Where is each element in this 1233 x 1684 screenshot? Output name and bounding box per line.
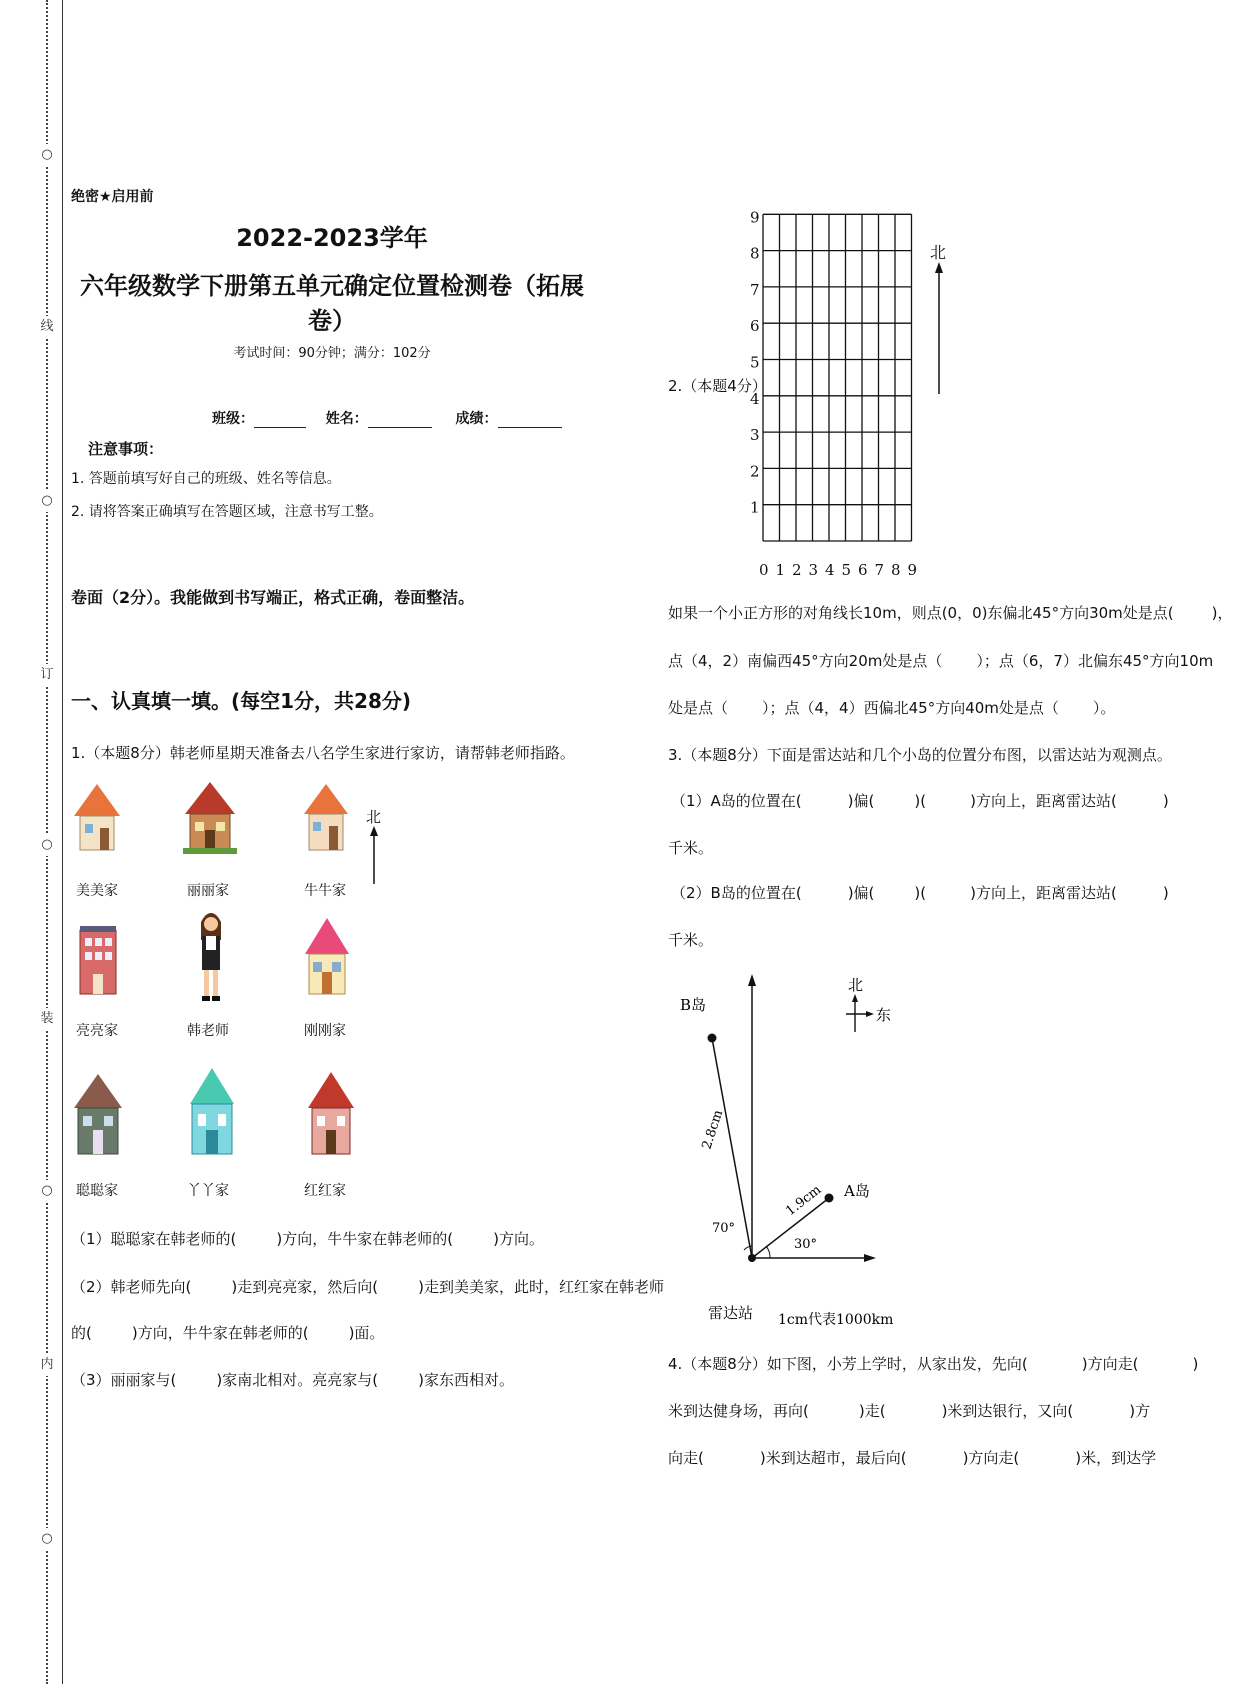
question-3-intro: 3.（本题8分）下面是雷达站和几个小岛的位置分布图，以雷达站为观测点。 (668, 746, 1172, 764)
binding-char: ○ (36, 144, 58, 166)
name-blank[interactable] (368, 411, 432, 428)
house-icon (72, 1070, 124, 1160)
house-label: 刚刚家 (304, 1023, 346, 1039)
binding-solid-line (62, 0, 63, 1684)
grid-x-tick: 1 (775, 561, 786, 579)
question-3-unit: 千米。 (668, 839, 714, 857)
question-1-intro: 1.（本题8分）韩老师星期天准备去八名学生家进行家访，请帮韩老师指路。 (71, 744, 575, 762)
question-1-2: （2）韩老师先向( )走到亮亮家，然后向( )走到美美家，此时，红红家在韩老师 (71, 1278, 664, 1296)
binding-char: 订 (36, 664, 58, 686)
house-label: 丫丫家 (187, 1183, 229, 1199)
house-icon (183, 778, 237, 858)
binding-char: ○ (36, 834, 58, 856)
radar-diagram (670, 970, 910, 1340)
notice-item: 1. 答题前填写好自己的班级、姓名等信息。 (71, 471, 341, 487)
house-label: 丽丽家 (187, 883, 229, 899)
b-distance: 2.8cm (699, 1108, 727, 1152)
binding-char: 装 (36, 1008, 58, 1030)
grid-x-tick: 0 (759, 561, 769, 579)
north-label: 北 (930, 243, 947, 262)
grid-x-tick: 5 (841, 561, 852, 579)
a-island-label: A岛 (844, 1182, 870, 1200)
north-label: 北 (366, 808, 382, 826)
house-label: 聪聪家 (76, 1183, 118, 1199)
grid-y-tick: 9 (750, 208, 760, 227)
a-angle: 30° (794, 1237, 818, 1252)
binding-char: 内 (36, 1354, 58, 1376)
question-3-unit: 千米。 (668, 931, 714, 949)
grid-x-tick: 2 (792, 561, 802, 579)
grid-y-tick: 6 (750, 317, 760, 336)
question-1-1: （1）聪聪家在韩老师的( )方向，牛牛家在韩老师的( )方向。 (71, 1230, 544, 1248)
question-3-1: （1）A岛的位置在( )偏( )( )方向上，距离雷达站( ) (671, 792, 1169, 810)
question-4-line: 向走( )米到达超市，最后向( )方向走( )米，到达学 (668, 1449, 1157, 1467)
grid-x-tick: 9 (907, 561, 918, 579)
secret-label: 绝密★启用前 (71, 189, 154, 205)
question-1-2-cont: 的( )方向，牛牛家在韩老师的( )面。 (71, 1324, 385, 1342)
house-icon (72, 780, 122, 858)
grid-x-tick: 7 (874, 561, 885, 579)
grid-x-tick: 4 (825, 561, 835, 579)
score-label: 成绩： (455, 411, 498, 427)
question-2-label: 2.（本题4分） (668, 377, 767, 395)
grid-y-tick: 4 (750, 389, 760, 408)
neatness-note: 卷面（2分）。我能做到书写端正，格式正确，卷面整洁。 (71, 588, 475, 607)
class-label: 班级： (212, 411, 254, 427)
binding-char: 线 (36, 316, 58, 338)
grid-y-tick: 1 (750, 498, 760, 517)
house-label: 红红家 (304, 1183, 346, 1199)
score-blank[interactable] (498, 411, 562, 428)
section-heading: 一、认真填一填。(每空1分，共28分) (71, 689, 412, 713)
teacher-icon (196, 910, 226, 1004)
grid-y-tick: 5 (750, 353, 760, 372)
a-distance: 1.9cm (783, 1182, 825, 1220)
house-icon (186, 1064, 238, 1160)
question-3-2: （2）B岛的位置在( )偏( )( )方向上，距离雷达站( ) (671, 884, 1169, 902)
binding-margin (0, 0, 64, 1684)
grid-y-tick: 3 (750, 426, 760, 445)
coordinate-grid (745, 205, 945, 585)
a-island-point (825, 1194, 834, 1203)
binding-char: ○ (36, 1528, 58, 1550)
house-label: 亮亮家 (76, 1023, 118, 1039)
grid-y-tick: 8 (750, 244, 760, 263)
house-icon (302, 780, 350, 858)
grid-y-tick: 7 (750, 280, 760, 299)
b-angle: 70° (712, 1221, 736, 1236)
radar-label: 雷达站 (708, 1304, 754, 1322)
grid-x-tick: 3 (808, 561, 819, 579)
building-icon (77, 922, 119, 1000)
binding-char: ○ (36, 1180, 58, 1202)
north-arrow-icon (933, 262, 945, 396)
page-title: 六年级数学下册第五单元确定位置检测卷（拓展卷） (80, 272, 584, 335)
notice-item: 2. 请将答案正确填写在答题区域，注意书写工整。 (71, 504, 383, 520)
exam-info: 考试时间：90分钟；满分：102分 (233, 346, 431, 361)
b-island-label: B岛 (680, 996, 707, 1014)
compass-north: 北 (848, 976, 864, 994)
north-arrow-icon (368, 826, 380, 886)
compass-east: 东 (876, 1006, 892, 1024)
question-4-line: 米到达健身场，再向( )走( )米到达银行，又向( )方 (668, 1402, 1151, 1420)
house-icon (303, 914, 351, 1000)
question-1-3: （3）丽丽家与( )家南北相对。亮亮家与( )家东西相对。 (71, 1371, 514, 1389)
house-label: 美美家 (76, 883, 118, 899)
binding-char: ○ (36, 490, 58, 512)
question-4-line: 4.（本题8分）如下图，小芳上学时，从家出发，先向( )方向走( ) (668, 1355, 1199, 1373)
name-label: 姓名： (325, 411, 368, 427)
b-island-point (708, 1034, 717, 1043)
notice-heading: 注意事项： (88, 440, 164, 458)
question-2-line: 点（4，2）南偏西45°方向20m处是点（ ）；点（6，7）北偏东45°方向10m (668, 652, 1214, 670)
grid-y-tick: 2 (750, 462, 760, 481)
radar-point (748, 1254, 756, 1262)
class-blank[interactable] (254, 411, 306, 428)
student-info-fields (212, 408, 562, 428)
house-label: 牛牛家 (304, 883, 346, 899)
grid-x-tick: 6 (858, 561, 868, 579)
scale-note: 1cm代表1000km (778, 1312, 894, 1328)
question-2-line: 如果一个小正方形的对角线长10m，则点(0，0)东偏北45°方向30m处是点( )， (668, 604, 1233, 622)
page-title-year: 2022-2023学年 (236, 224, 428, 252)
house-icon (306, 1068, 356, 1160)
question-2-line: 处是点（ ）；点（4，4）西偏北45°方向40m处是点（ ）。 (668, 699, 1116, 717)
teacher-label: 韩老师 (187, 1023, 229, 1039)
grid-x-tick: 8 (891, 561, 901, 579)
